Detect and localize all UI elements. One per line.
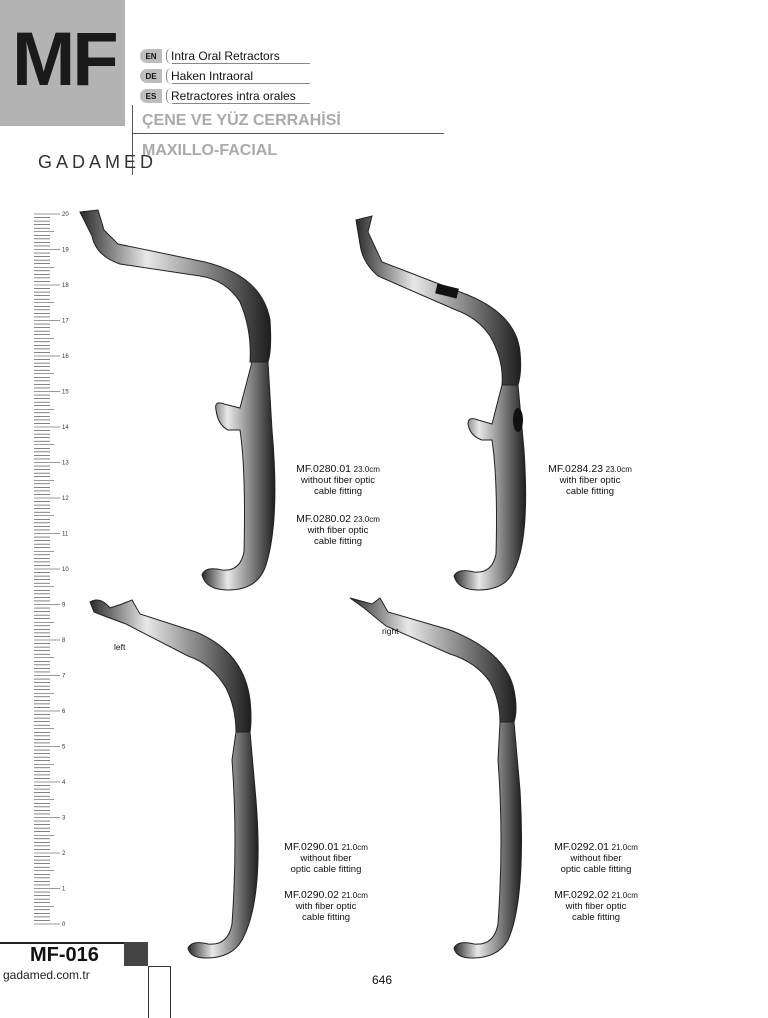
section-title-en: MAXILLO-FACIAL bbox=[142, 142, 278, 159]
product-desc: cable fitting bbox=[313, 536, 363, 547]
ruler-label: 1 bbox=[62, 886, 66, 893]
product-desc: with fiber optic bbox=[307, 525, 369, 536]
product-desc: cable fitting bbox=[313, 486, 363, 497]
ruler-label: 10 bbox=[62, 567, 69, 573]
ruler-label: 16 bbox=[62, 354, 69, 360]
label-right: right bbox=[382, 626, 399, 636]
footer-url[interactable]: gadamed.com.tr bbox=[3, 968, 90, 982]
product-code: MF.0290.01 bbox=[284, 841, 339, 853]
lang-text-en: Intra Oral Retractors bbox=[166, 48, 280, 64]
ruler-label: 13 bbox=[62, 460, 69, 467]
section-code: MF bbox=[12, 17, 116, 102]
ruler-label: 14 bbox=[62, 425, 69, 431]
ruler-label: 9 bbox=[62, 602, 66, 609]
product-length: 21.0cm bbox=[611, 891, 638, 900]
product-code: MF.0280.02 bbox=[296, 513, 351, 525]
ruler-label: 4 bbox=[62, 780, 66, 786]
ruler-label: 3 bbox=[62, 815, 66, 822]
product-length: 21.0cm bbox=[341, 891, 368, 900]
section-title-tr: ÇENE VE YÜZ CERRAHİSİ bbox=[142, 112, 341, 129]
ruler-label: 11 bbox=[62, 531, 69, 538]
product-desc: optic cable fitting bbox=[560, 864, 632, 875]
product-code: MF.0292.02 bbox=[554, 889, 609, 901]
product-code: MF.0284.23 bbox=[548, 463, 603, 475]
product-desc: cable fitting bbox=[571, 912, 621, 923]
ruler-label: 7 bbox=[62, 673, 66, 680]
footer-accent bbox=[124, 942, 148, 966]
label-left: left bbox=[114, 642, 126, 652]
lang-text-de: Haken Intraoral bbox=[166, 68, 253, 84]
product-code: MF.0280.01 bbox=[296, 463, 351, 475]
ruler-label: 12 bbox=[62, 496, 69, 502]
ruler-label: 5 bbox=[62, 744, 66, 751]
ruler-label: 2 bbox=[62, 851, 66, 857]
product-mf0292-01 bbox=[546, 842, 646, 875]
product-length: 21.0cm bbox=[341, 843, 368, 852]
retractor-mf0280-image bbox=[80, 210, 275, 590]
product-desc: without fiber optic bbox=[301, 475, 375, 486]
ruler-label: 6 bbox=[62, 709, 66, 715]
retractor-mf0290-image bbox=[90, 600, 258, 958]
product-length: 23.0cm bbox=[605, 465, 632, 474]
footer-page-code: MF-016 bbox=[30, 944, 99, 966]
ruler-label: 17 bbox=[62, 318, 69, 325]
lang-badge-es: ES bbox=[140, 89, 162, 103]
lang-text-es: Retractores intra orales bbox=[166, 88, 296, 104]
lang-badge-de: DE bbox=[140, 69, 162, 83]
product-desc: without fiber bbox=[570, 853, 622, 864]
product-desc: cable fitting bbox=[301, 912, 351, 923]
ruler-label: 0 bbox=[62, 922, 66, 928]
product-desc: with fiber optic bbox=[565, 901, 627, 912]
product-code: MF.0292.01 bbox=[554, 841, 609, 853]
product-mf0290-01 bbox=[276, 842, 376, 875]
ruler-label: 19 bbox=[62, 247, 69, 254]
ruler-label: 18 bbox=[62, 283, 69, 289]
product-length: 21.0cm bbox=[611, 843, 638, 852]
product-length: 23.0cm bbox=[353, 465, 380, 474]
product-length: 23.0cm bbox=[353, 515, 380, 524]
product-mf0292-02 bbox=[546, 890, 646, 923]
ruler-label: 20 bbox=[62, 212, 69, 218]
product-desc: without fiber bbox=[300, 853, 352, 864]
page-number: 646 bbox=[372, 973, 393, 987]
brand-logo: GADAMED bbox=[38, 152, 158, 172]
product-desc: with fiber optic bbox=[295, 901, 357, 912]
product-mf0280-02 bbox=[288, 514, 388, 547]
product-code: MF.0290.02 bbox=[284, 889, 339, 901]
product-mf0280-01 bbox=[288, 464, 388, 497]
product-mf0284-23 bbox=[540, 464, 640, 497]
ruler-label: 8 bbox=[62, 638, 66, 644]
product-desc: optic cable fitting bbox=[290, 864, 362, 875]
product-mf0290-02 bbox=[276, 890, 376, 923]
ruler-label: 15 bbox=[62, 389, 69, 396]
product-desc: with fiber optic bbox=[559, 475, 621, 486]
lang-badge-en: EN bbox=[140, 49, 162, 63]
product-desc: cable fitting bbox=[565, 486, 615, 497]
